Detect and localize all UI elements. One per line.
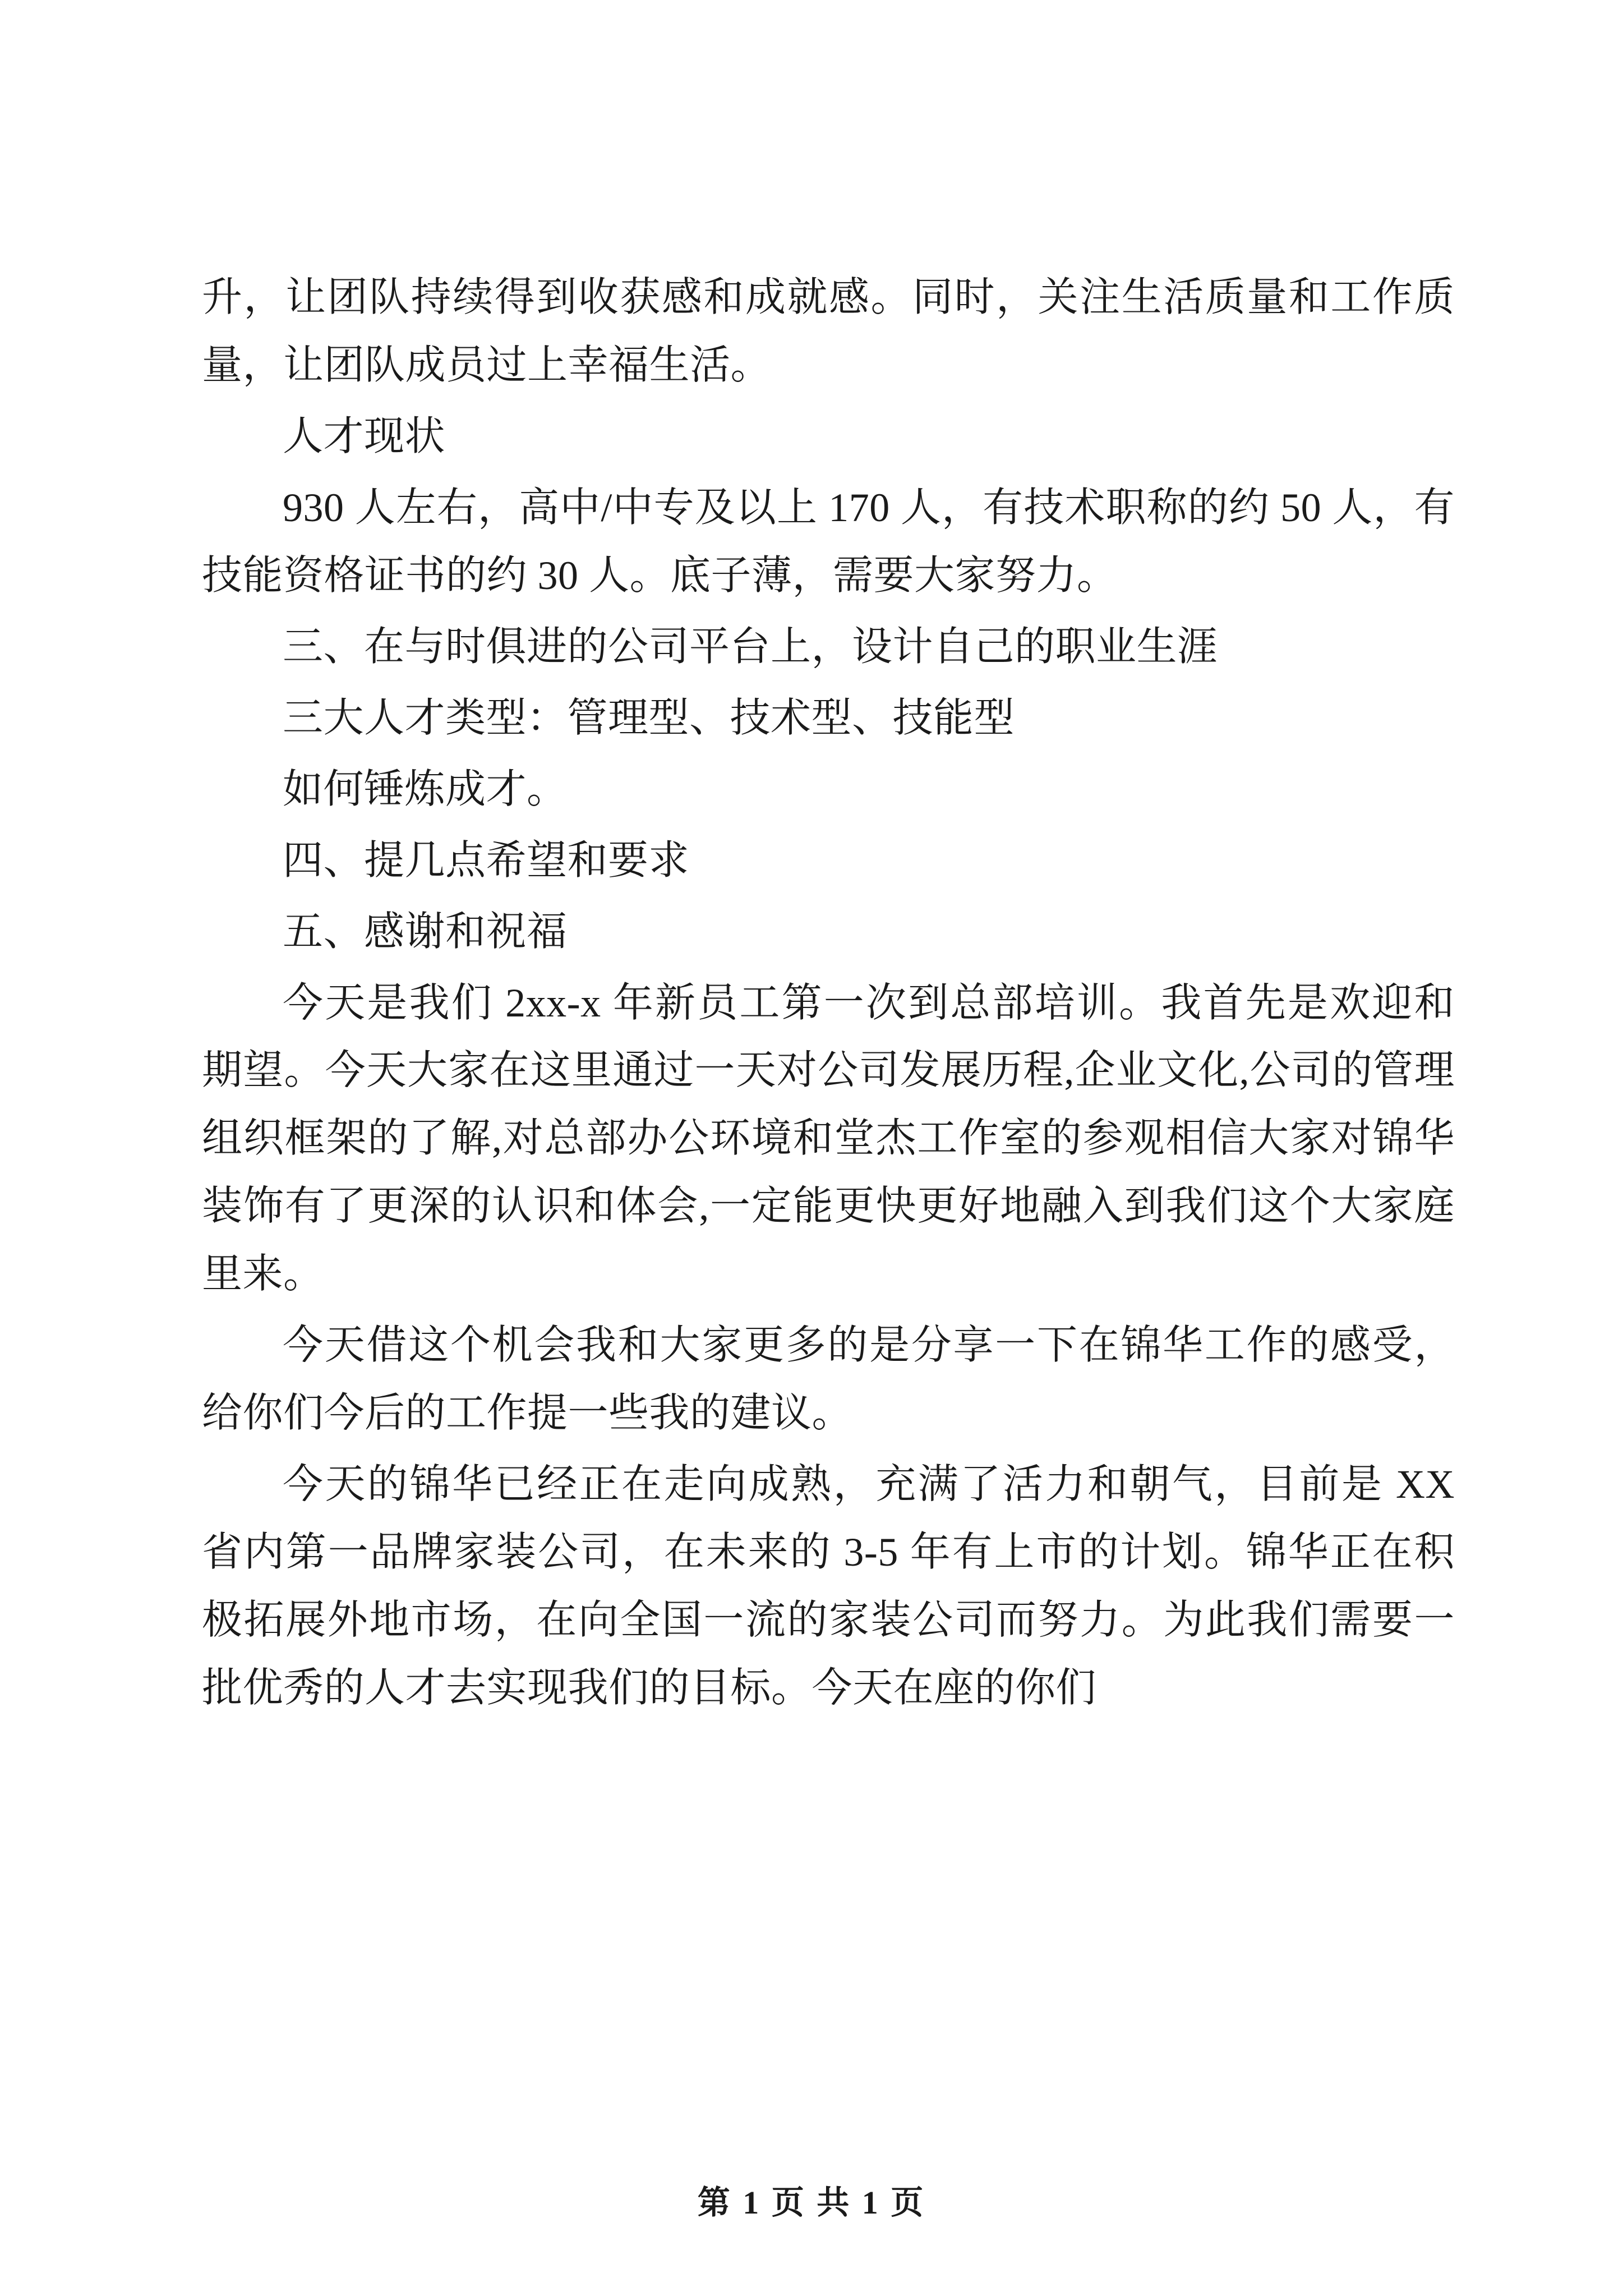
- paragraph: 今天的锦华已经正在走向成熟，充满了活力和朝气，目前是 XX 省内第一品牌家装公司，在未来的 3-5 年有上市的计划。锦华正在积极拓展外地市场，在向全国一流的家装公司而努力。为此我们需要一批优秀的人才去实现我们的目标。今天在座的你们: [202, 1462, 1455, 1711]
- paragraph: 五、感谢和祝福: [283, 909, 568, 954]
- document-body: [202, 264, 1455, 1722]
- paragraph: 人才现状: [283, 413, 446, 459]
- paragraph: 930 人左右，高中/中专及以上 170 人，有技术职称的约 50 人，有技能资格证书的约 30 人。底子薄，需要大家努力。: [202, 485, 1455, 598]
- page-footer: 第 1 页 共 1 页: [697, 2184, 926, 2221]
- paragraph: 今天借这个机会我和大家更多的是分享一下在锦华工作的感受，给你们今后的工作提一些我的建议。: [202, 1323, 1455, 1436]
- paragraph: 三、在与时俱进的公司平台上，设计自己的职业生涯: [283, 624, 1218, 669]
- paragraph: 升，让团队持续得到收获感和成就感。同时，关注生活质量和工作质量，让团队成员过上幸福生活。: [202, 275, 1455, 388]
- paragraph: 今天是我们 2xx-x 年新员工第一次到总部培训。我首先是欢迎和期望。今天大家在这里通过一天对公司发展历程,企业文化,公司的管理组织框架的了解,对总部办公环境和堂杰工作室的参观相信大家对锦华装饰有了更深的认识和体会,一定能更快更好地融入到我们这个大家庭里来。: [202, 980, 1455, 1297]
- paragraph: 四、提几点希望和要求: [283, 838, 690, 883]
- paragraph: 三大人才类型：管理型、技术型、技能型: [283, 695, 1015, 740]
- paragraph: 如何锤炼成才。: [283, 766, 568, 812]
